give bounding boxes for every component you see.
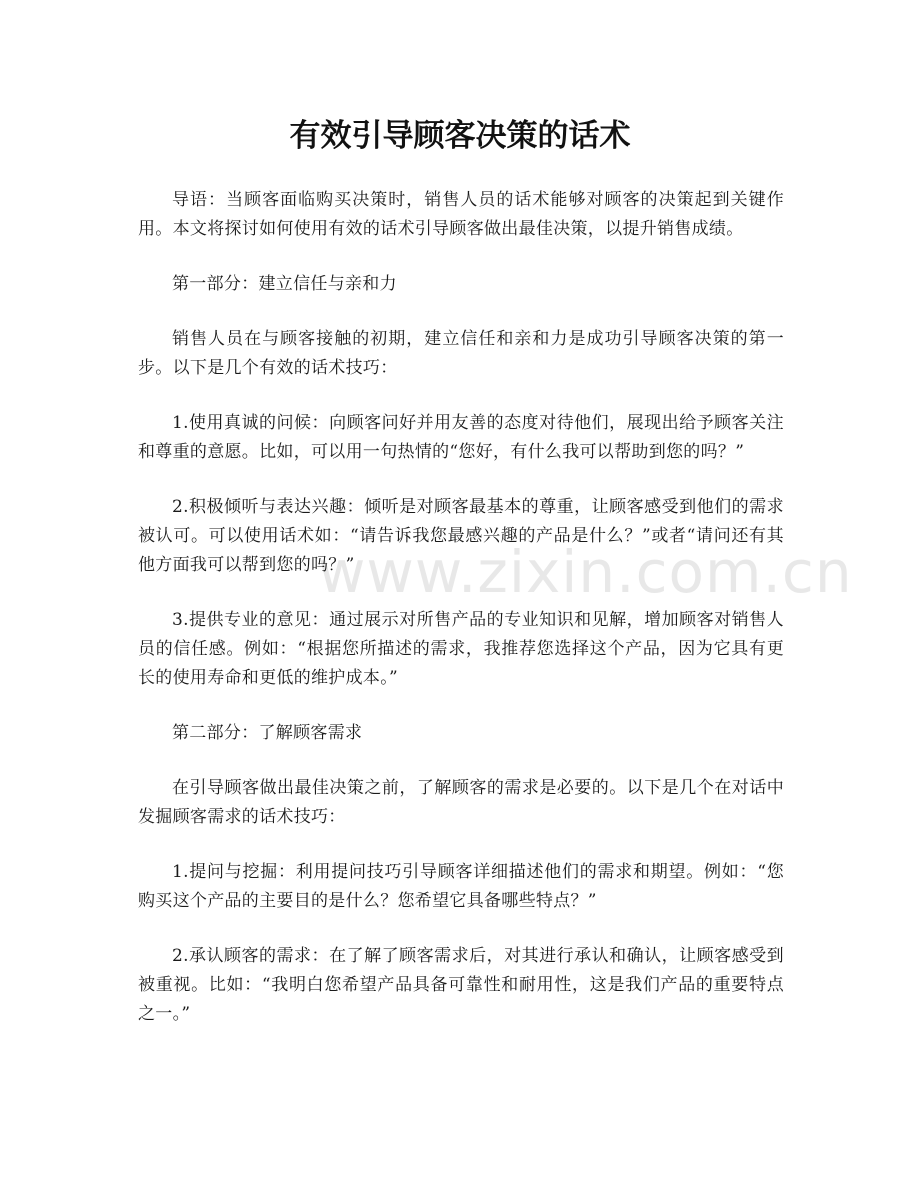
document-body bbox=[138, 186, 784, 1055]
section-1-item-2: 2.积极倾听与表达兴趣：倾听是对顾客最基本的尊重，让顾客感受到他们的需求被认可。可以使用话术如：“请告诉我您最感兴趣的产品是什么？”或者“请问还有其他方面我可以帮到您的吗？” bbox=[138, 497, 784, 575]
section-heading-1: 第一部分：建立信任与亲和力 bbox=[172, 274, 397, 294]
section-1-item-1: 1.使用真诚的问候：向顾客问好并用友善的态度对待他们，展现出给予顾客关注和尊重的意愿。比如，可以用一句热情的“您好，有什么我可以帮助到您的吗？” bbox=[138, 413, 784, 462]
section-1-intro: 销售人员在与顾客接触的初期，建立信任和亲和力是成功引导顾客决策的第一步。以下是几个有效的话术技巧： bbox=[138, 329, 784, 378]
section-heading-2: 第二部分：了解顾客需求 bbox=[172, 723, 363, 743]
watermark: www.zixin.com.cn bbox=[318, 538, 853, 606]
document-title: 有效引导顾客决策的话术 bbox=[289, 118, 631, 154]
section-2-intro: 在引导顾客做出最佳决策之前，了解顾客的需求是必要的。以下是几个在对话中发掘顾客需求的话术技巧： bbox=[138, 778, 784, 827]
section-2-item-2: 2.承认顾客的需求：在了解了顾客需求后，对其进行承认和确认，让顾客感受到被重视。比如：“我明白您希望产品具备可靠性和耐用性，这是我们产品的重要特点之一。” bbox=[138, 946, 784, 1024]
section-2-item-1: 1.提问与挖掘：利用提问技巧引导顾客详细描述他们的需求和期望。例如：“您购买这个产品的主要目的是什么？您希望它具备哪些特点？” bbox=[138, 862, 784, 911]
section-1-item-3: 3.提供专业的意见：通过展示对所售产品的专业知识和见解，增加顾客对销售人员的信任感。例如：“根据您所描述的需求，我推荐您选择这个产品，因为它具有更长的使用寿命和更低的维护成本。” bbox=[138, 610, 784, 688]
intro-paragraph: 导语：当顾客面临购买决策时，销售人员的话术能够对顾客的决策起到关键作用。本文将探讨如何使用有效的话术引导顾客做出最佳决策，以提升销售成绩。 bbox=[138, 190, 784, 239]
